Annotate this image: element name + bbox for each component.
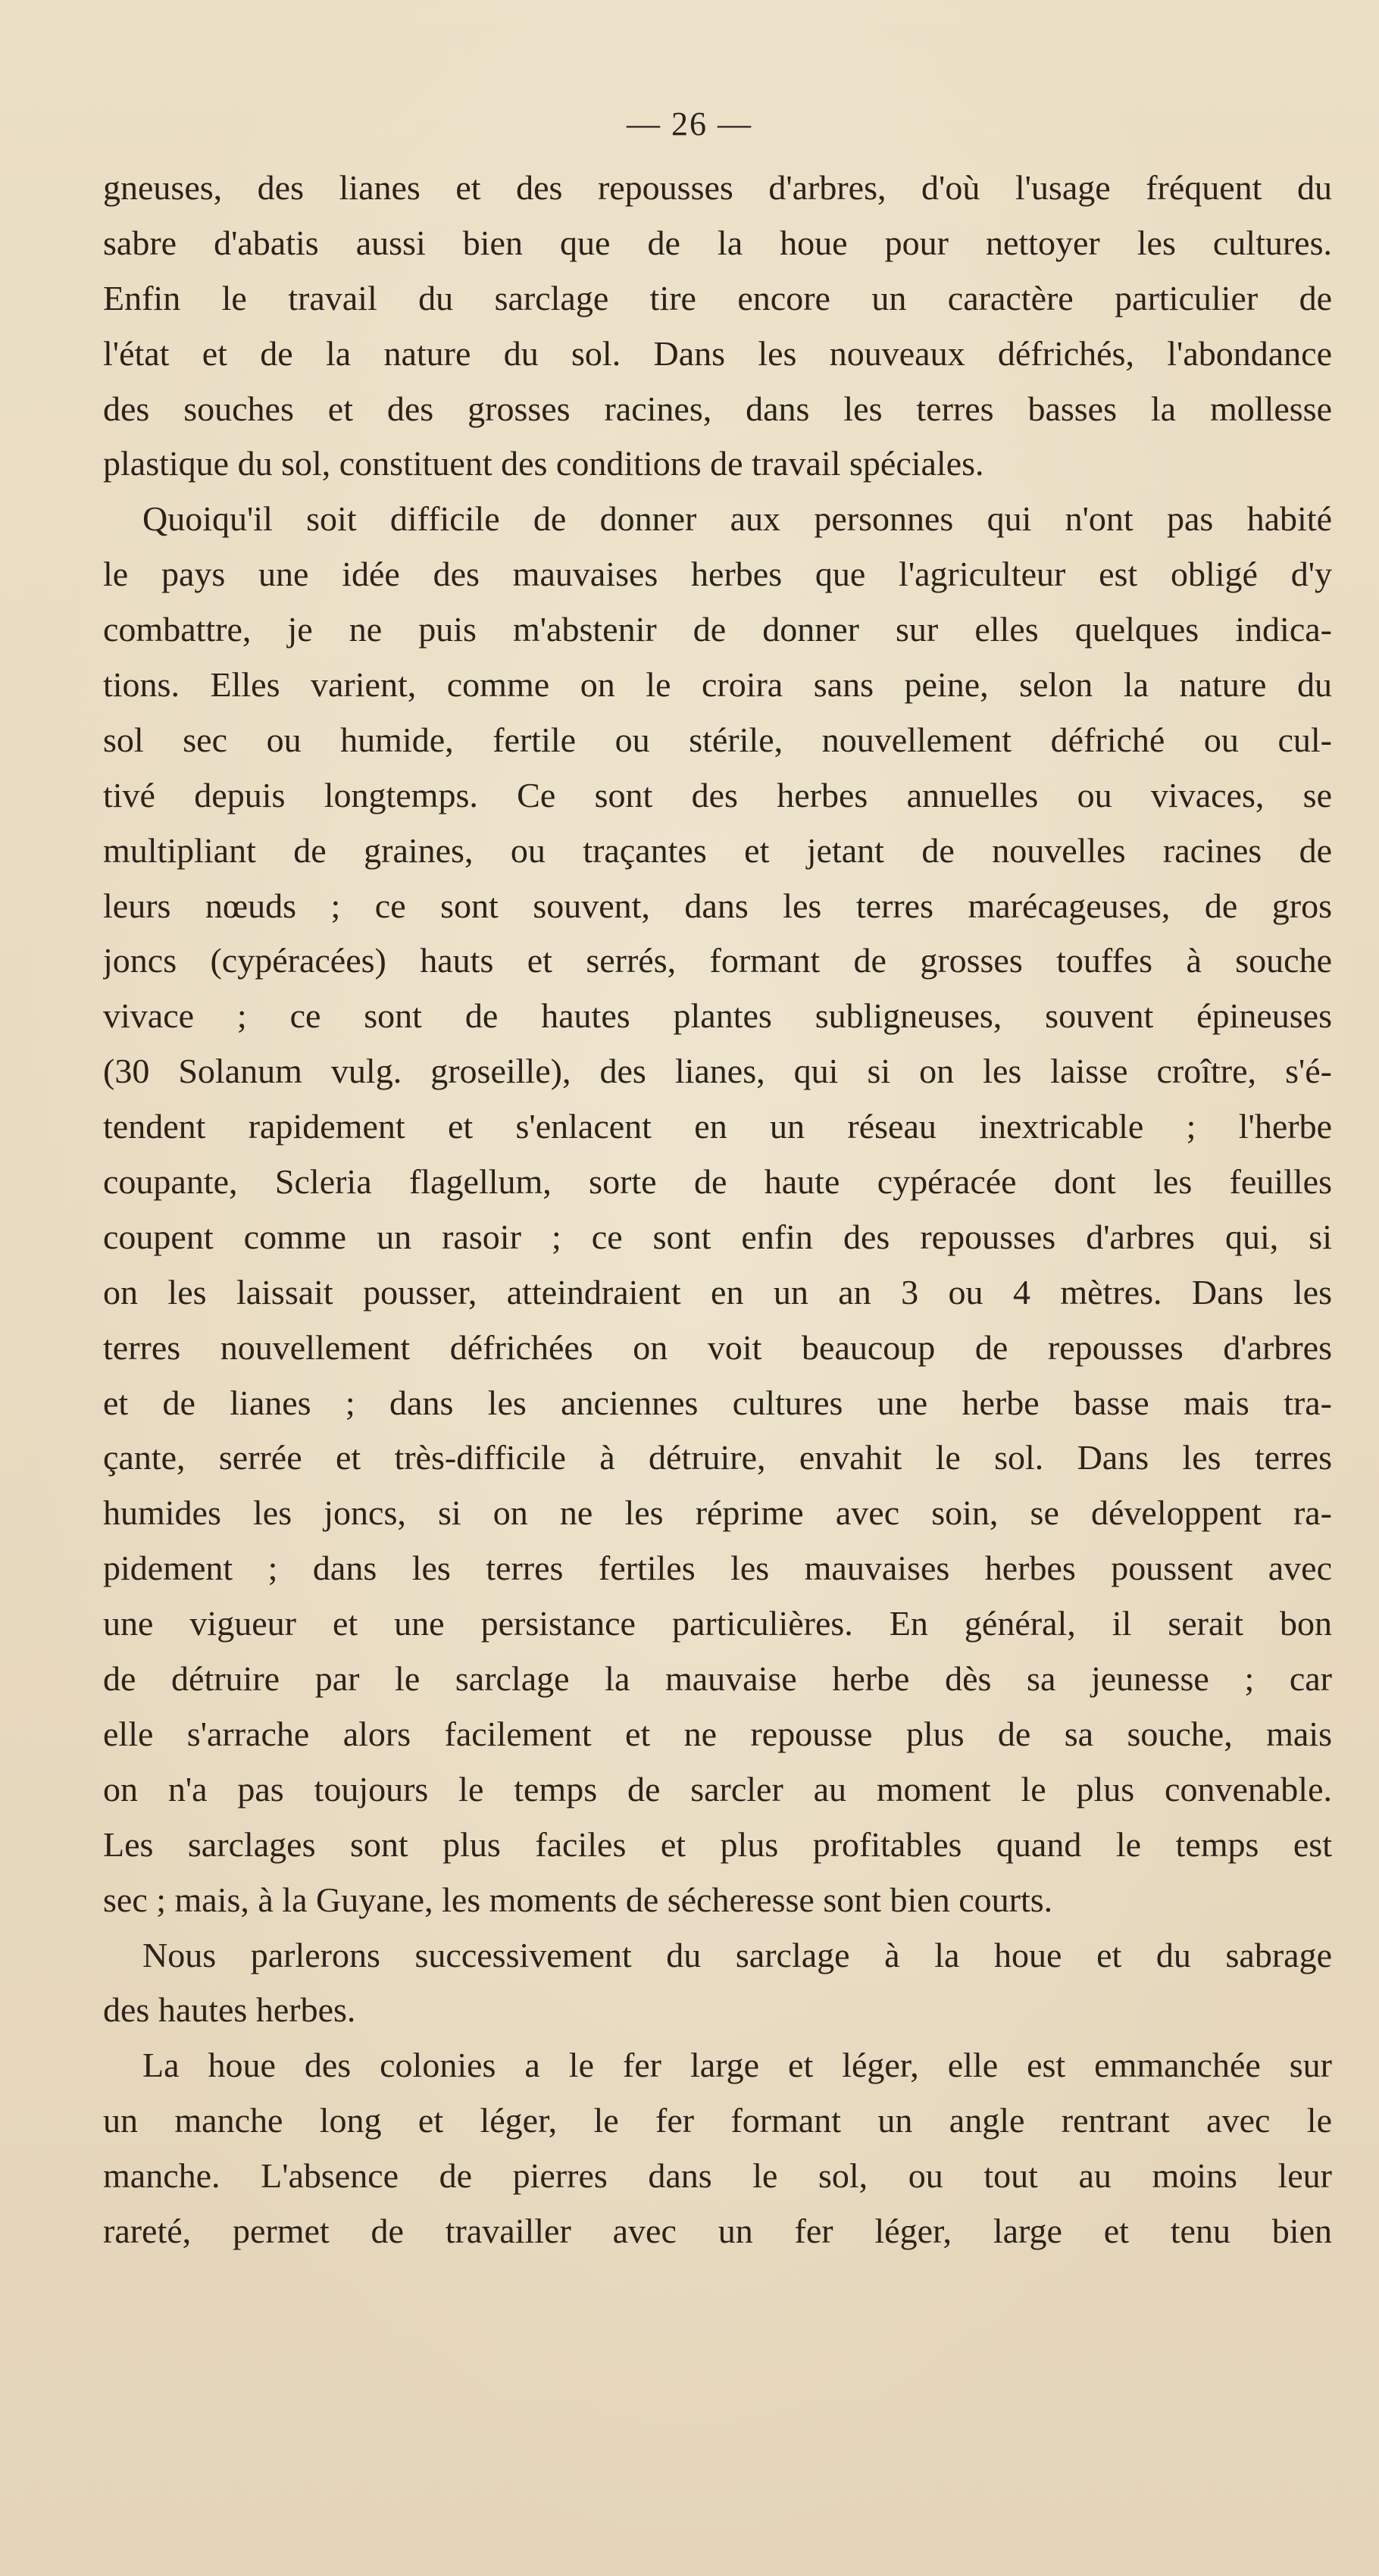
text-line: Quoiqu'il soit difficile de donner aux personnes qui n'ont pas habité (142, 499, 1332, 539)
page-number: — 26 — (627, 105, 752, 142)
text-line: tions. Elles varient, comme on le croira sans peine, selon la nature du (103, 665, 1332, 705)
text-line: des souches et des grosses racines, dans les terres basses la mollesse (103, 389, 1332, 428)
text-line: gneuses, des lianes et des repousses d'arbres, d'où l'usage fréquent du (103, 168, 1332, 207)
text-line: manche. L'absence de pierres dans le sol, ou tout au moins leur (103, 2156, 1332, 2196)
text-line: le pays une idée des mauvaises herbes que l'agriculteur est obligé d'y (103, 555, 1332, 594)
text-line: tendent rapidement et s'enlacent en un réseau inextricable ; l'herbe (103, 1107, 1332, 1146)
body-text (103, 161, 1332, 2259)
text-line: Nous parlerons successivement du sarclage à la houe et du sabrage (142, 1935, 1332, 1974)
text-line: leurs nœuds ; ce sont souvent, dans les terres marécageuses, de gros (103, 886, 1332, 925)
paragraph (103, 2038, 1332, 2259)
text-line: de détruire par le sarclage la mauvaise herbe dès sa jeunesse ; car (103, 1659, 1332, 1699)
paragraph (103, 161, 1332, 492)
text-line: multipliant de graines, ou traçantes et jetant de nouvelles racines de (103, 830, 1332, 870)
text-line: çante, serrée et très-difficile à détruire, envahit le sol. Dans les terres (103, 1438, 1332, 1477)
text-line: tivé depuis longtemps. Ce sont des herbes annuelles ou vivaces, se (103, 775, 1332, 814)
text-line: coupent comme un rasoir ; ce sont enfin des repousses d'arbres qui, si (103, 1217, 1332, 1256)
text-line: joncs (cypéracées) hauts et serrés, formant de grosses touffes à souche (103, 941, 1332, 980)
text-line: l'état et de la nature du sol. Dans les nouveaux défrichés, l'abondance (103, 333, 1332, 373)
text-line: et de lianes ; dans les anciennes cultures une herbe basse mais tra- (103, 1383, 1332, 1422)
text-line: on n'a pas toujours le temps de sarcler au moment le plus convenable. (103, 1769, 1332, 1809)
text-line: on les laissait pousser, atteindraient en un an 3 ou 4 mètres. Dans les (103, 1272, 1332, 1311)
text-line: rareté, permet de travailler avec un fer léger, large et tenu bien (103, 2211, 1332, 2250)
text-line: Enfin le travail du sarclage tire encore un caractère particulier de (103, 278, 1332, 317)
text-line: coupante, Scleria flagellum, sorte de haute cypéracée dont les feuilles (103, 1162, 1332, 1202)
text-line: Les sarclages sont plus faciles et plus profitables quand le temps est (103, 1824, 1332, 1864)
text-line: un manche long et léger, le fer formant un angle rentrant avec le (103, 2101, 1332, 2140)
text-line: vivace ; ce sont de hautes plantes subligneuses, souvent épineuses (103, 996, 1332, 1036)
text-line: humides les joncs, si on ne les réprime avec soin, se développent ra- (103, 1493, 1332, 1533)
text-line: combattre, je ne puis m'abstenir de donner sur elles quelques indica- (103, 610, 1332, 649)
text-line: une vigueur et une persistance particulières. En général, il serait bon (103, 1604, 1332, 1643)
text-line: pidement ; dans les terres fertiles les mauvaises herbes poussent avec (103, 1549, 1332, 1588)
text-line: sol sec ou humide, fertile ou stérile, nouvellement défriché ou cul- (103, 720, 1332, 759)
text-line: terres nouvellement défrichées on voit beaucoup de repousses d'arbres (103, 1327, 1332, 1367)
text-line: elle s'arrache alors facilement et ne repousse plus de sa souche, mais (103, 1714, 1332, 1753)
text-line: sec ; mais, à la Guyane, les moments de sécheresse sont bien courts. (103, 1880, 1053, 1919)
text-line: des hautes herbes. (103, 1990, 356, 2030)
text-line: (30 Solanum vulg. groseille), des lianes, qui si on les laisse croître, s'é- (103, 1052, 1332, 1091)
paragraph (103, 492, 1332, 1927)
text-line: plastique du sol, constituent des conditions de travail spéciales. (103, 444, 984, 483)
paragraph (103, 1928, 1332, 2039)
text-line: sabre d'abatis aussi bien que de la houe pour nettoyer les cultures. (103, 223, 1332, 262)
text-line: La houe des colonies a le fer large et léger, elle est emmanchée sur (142, 2046, 1332, 2085)
